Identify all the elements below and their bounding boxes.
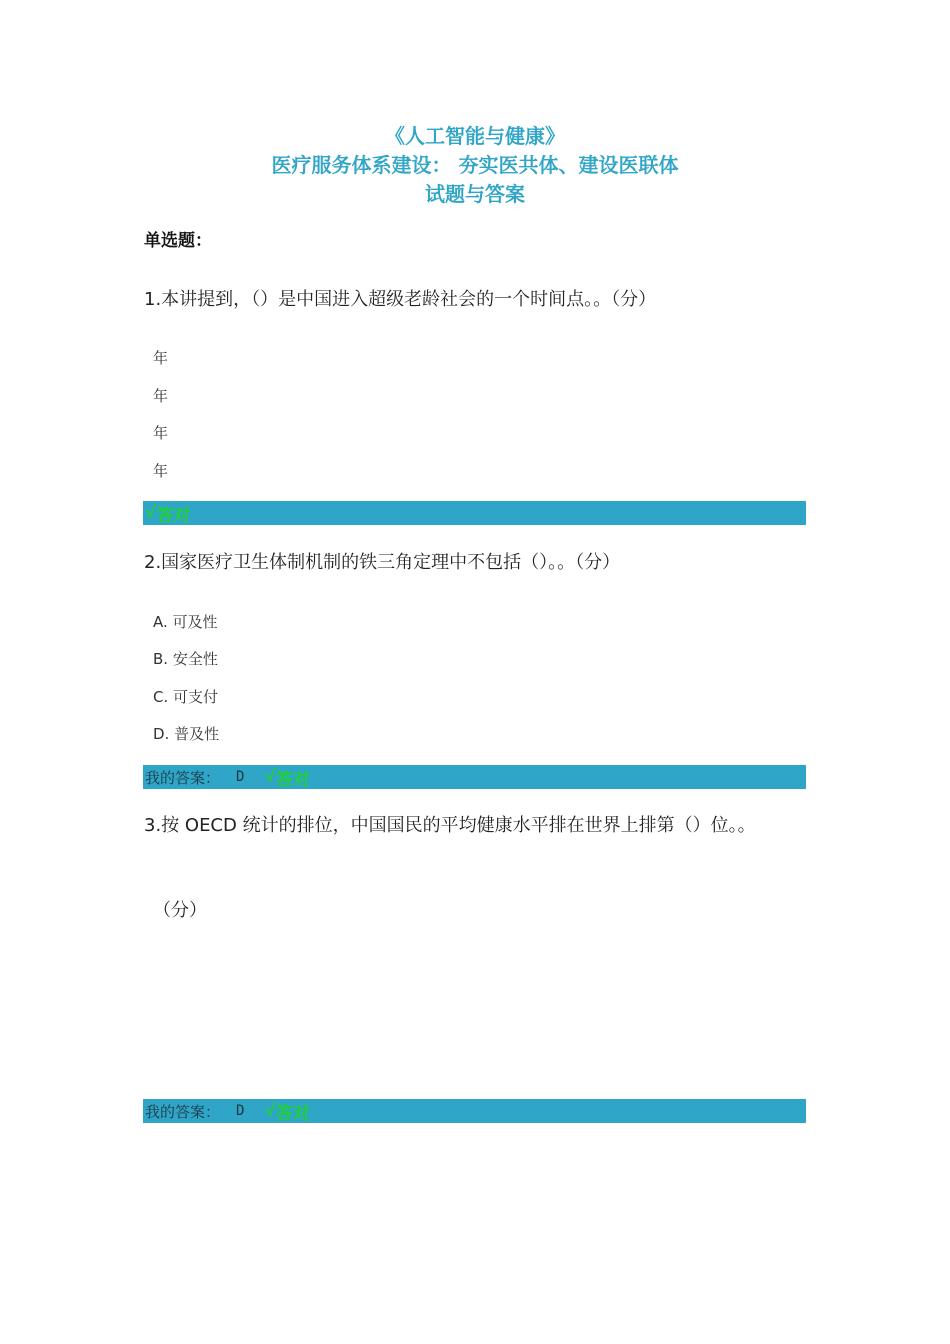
checkmark-icon: √	[264, 1101, 276, 1121]
question-2-option-a[interactable]: A. 可及性	[153, 613, 218, 631]
question-1-option-4[interactable]: 年	[153, 462, 169, 480]
checkmark-icon: √	[145, 503, 157, 523]
document-subtitle: 医疗服务体系建设： 夯实医共体、建设医联体	[271, 153, 679, 177]
result-status: 答对	[275, 769, 310, 789]
question-1-option-1[interactable]: 年	[153, 349, 169, 367]
question-2-option-b[interactable]: B. 安全性	[153, 650, 218, 668]
question-3-score: （分）	[153, 900, 207, 921]
question-1-text: 1.本讲提到，（）是中国进入超级老龄社会的一个时间点。。（分）	[144, 289, 657, 310]
question-2-option-d[interactable]: D. 普及性	[153, 725, 220, 743]
my-answer-label: 我的答案：	[145, 768, 221, 787]
question-2-result-bar	[143, 765, 806, 789]
question-2-text: 2.国家医疗卫生体制机制的铁三角定理中不包括（）。。（分）	[144, 552, 621, 573]
result-status: 答对	[156, 505, 191, 525]
my-answer-label: 我的答案：	[145, 1102, 221, 1121]
question-1-result-bar	[143, 501, 806, 525]
result-status: 答对	[275, 1103, 310, 1123]
question-3-text: 3.按 OECD 统计的排位，中国国民的平均健康水平排在世界上排第（）位。。	[144, 815, 756, 836]
document-subtitle-2: 试题与答案	[425, 182, 525, 206]
document-title: 《人工智能与健康》	[385, 124, 565, 148]
my-answer-value: D	[236, 769, 245, 785]
my-answer-value: D	[236, 1103, 245, 1119]
question-3-result-bar	[143, 1099, 806, 1123]
question-1-option-3[interactable]: 年	[153, 424, 169, 442]
question-2-option-c[interactable]: C. 可支付	[153, 688, 219, 706]
section-title: 单选题：	[144, 231, 212, 251]
checkmark-icon: √	[264, 767, 276, 787]
question-1-option-2[interactable]: 年	[153, 387, 169, 405]
